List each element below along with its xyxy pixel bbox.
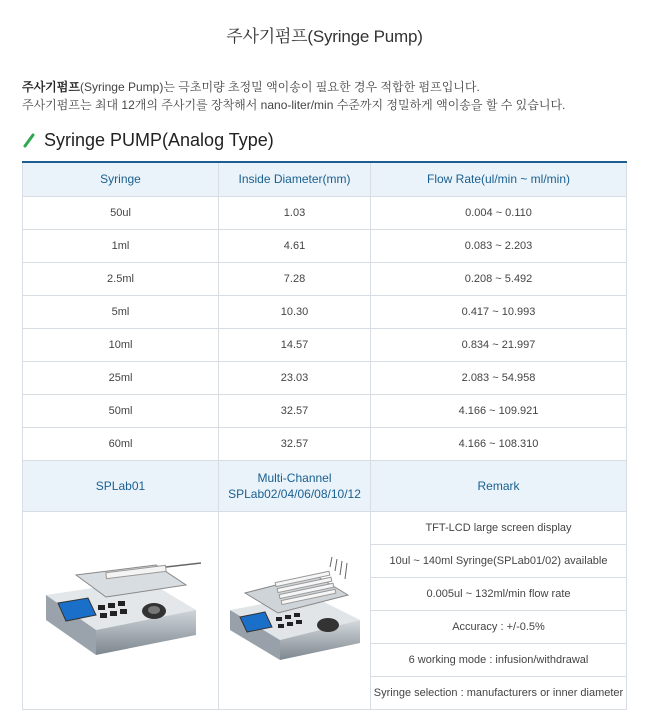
intro-text bbox=[22, 78, 632, 114]
cell-flow-rate: 0.004 ~ 0.110 bbox=[371, 196, 627, 229]
cell-flow-rate: 0.208 ~ 5.492 bbox=[371, 262, 627, 295]
table-header-row bbox=[23, 162, 627, 196]
image-cell-multichannel bbox=[219, 511, 371, 709]
slash-icon bbox=[22, 131, 36, 149]
cell-flow-rate: 4.166 ~ 108.310 bbox=[371, 427, 627, 460]
remark-row bbox=[23, 511, 627, 544]
table-row bbox=[23, 394, 627, 427]
cell-diameter: 32.57 bbox=[219, 427, 371, 460]
cell-diameter: 1.03 bbox=[219, 196, 371, 229]
cell-flow-rate: 0.083 ~ 2.203 bbox=[371, 229, 627, 262]
intro-bold: 주사기펌프 bbox=[22, 80, 80, 94]
cell-syringe: 50ml bbox=[23, 394, 219, 427]
cell-syringe: 25ml bbox=[23, 361, 219, 394]
cell-syringe: 60ml bbox=[23, 427, 219, 460]
cell-syringe: 5ml bbox=[23, 295, 219, 328]
cell-flow-rate: 0.834 ~ 21.997 bbox=[371, 328, 627, 361]
intro-line-1-rest: (Syringe Pump)는 극초미량 초정밀 액이송이 필요한 경우 적합한 펌프입니다. bbox=[79, 80, 480, 94]
cell-syringe: 2.5ml bbox=[23, 262, 219, 295]
multichannel-line-2: SPLab02/04/06/08/10/12 bbox=[228, 486, 361, 501]
cell-flow-rate: 0.417 ~ 10.993 bbox=[371, 295, 627, 328]
header-model-multichannel bbox=[219, 460, 371, 511]
image-cell-splab01 bbox=[23, 511, 219, 709]
table-row bbox=[23, 328, 627, 361]
remark-item: TFT-LCD large screen display bbox=[371, 511, 627, 544]
spec-table bbox=[22, 161, 627, 710]
cell-syringe: 10ml bbox=[23, 328, 219, 361]
cell-diameter: 14.57 bbox=[219, 328, 371, 361]
header-model-splab01: SPLab01 bbox=[23, 460, 219, 511]
header-remark: Remark bbox=[371, 460, 627, 511]
table-row bbox=[23, 427, 627, 460]
cell-diameter: 7.28 bbox=[219, 262, 371, 295]
cell-diameter: 32.57 bbox=[219, 394, 371, 427]
table-row bbox=[23, 196, 627, 229]
intro-line-1 bbox=[22, 78, 632, 96]
page-title: 주사기펌프(Syringe Pump) bbox=[226, 27, 423, 46]
models-header-row bbox=[23, 460, 627, 511]
header-inside-diameter: Inside Diameter(mm) bbox=[219, 162, 371, 196]
remark-item: Accuracy : +/-0.5% bbox=[371, 610, 627, 643]
cell-syringe: 1ml bbox=[23, 229, 219, 262]
single-syringe-pump-icon bbox=[36, 555, 206, 665]
cell-flow-rate: 4.166 ~ 109.921 bbox=[371, 394, 627, 427]
multichannel-line-1: Multi-Channel bbox=[257, 470, 332, 485]
remark-item: 0.005ul ~ 132ml/min flow rate bbox=[371, 577, 627, 610]
section-title-text: Syringe PUMP(Analog Type) bbox=[44, 129, 274, 150]
cell-syringe: 50ul bbox=[23, 196, 219, 229]
section-title bbox=[22, 128, 274, 152]
header-flow-rate: Flow Rate(ul/min ~ ml/min) bbox=[371, 162, 627, 196]
remark-item: 6 working mode : infusion/withdrawal bbox=[371, 643, 627, 676]
remark-item: Syringe selection : manufacturers or inner diameter bbox=[371, 676, 627, 709]
table-row bbox=[23, 361, 627, 394]
cell-flow-rate: 2.083 ~ 54.958 bbox=[371, 361, 627, 394]
cell-diameter: 10.30 bbox=[219, 295, 371, 328]
table-row bbox=[23, 262, 627, 295]
intro-line-2: 주사기펌프는 최대 12개의 주사기를 장착해서 nano-liter/min 수준까지 정밀하게 액이송을 할 수 있습니다. bbox=[22, 98, 566, 112]
multi-channel-syringe-pump-icon bbox=[220, 555, 370, 665]
table-row bbox=[23, 295, 627, 328]
remark-item: 10ul ~ 140ml Syringe(SPLab01/02) available bbox=[371, 544, 627, 577]
header-syringe: Syringe bbox=[23, 162, 219, 196]
cell-diameter: 23.03 bbox=[219, 361, 371, 394]
cell-diameter: 4.61 bbox=[219, 229, 371, 262]
table-row bbox=[23, 229, 627, 262]
